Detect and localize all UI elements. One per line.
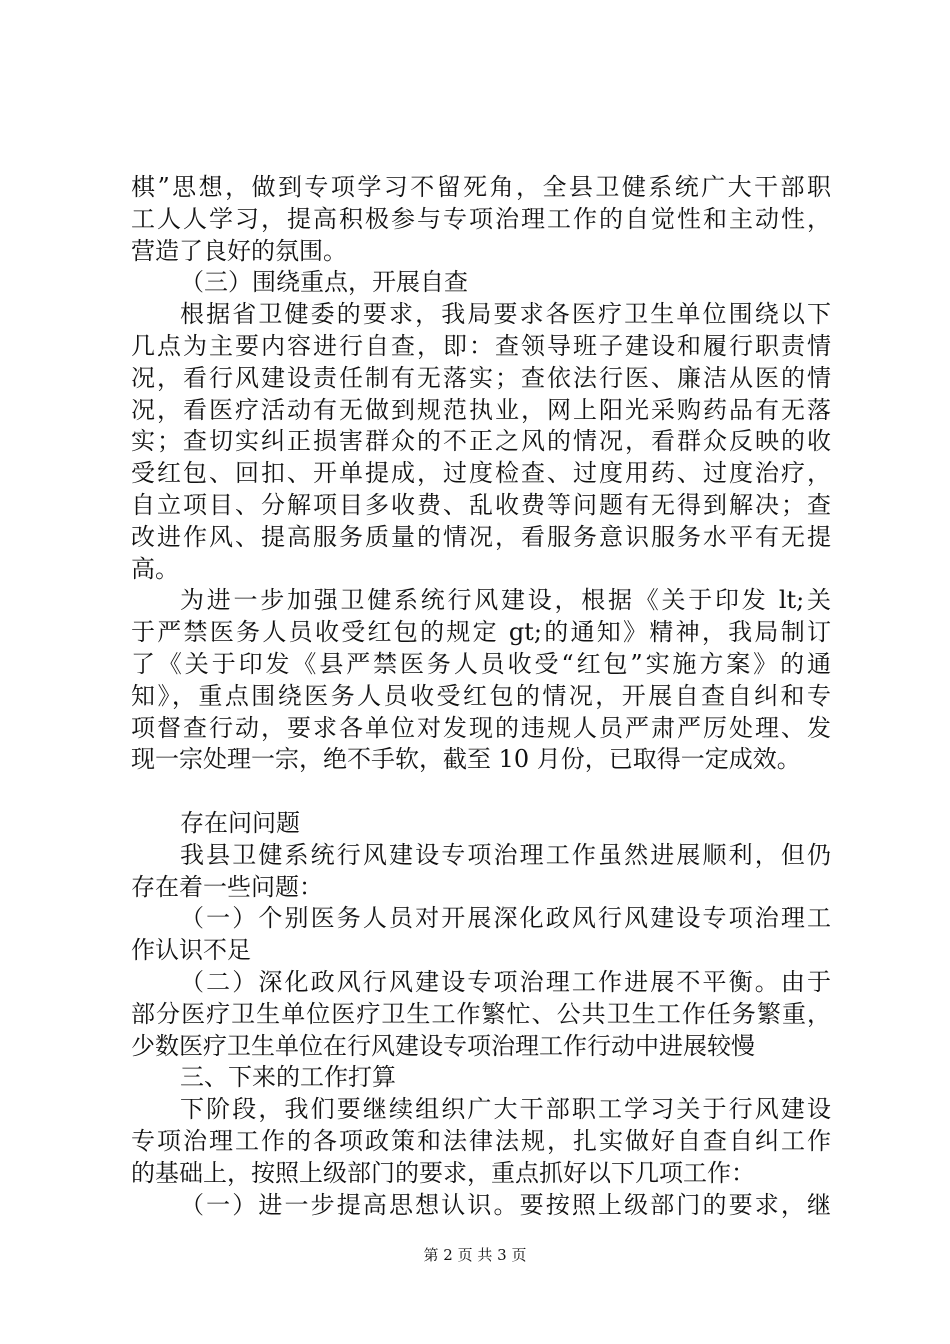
text-line: 棋”思想，做到专项学习不留死角，全县卫健系统广大干部职 <box>131 173 831 201</box>
text-line: 况，看行风建设责任制有无落实；查依法行医、廉洁从医的情 <box>131 363 831 392</box>
text-line: 为进一步加强卫健系统行风建设，根据《关于印发 lt;关 <box>180 586 831 615</box>
text-line: 几点为主要内容进行自查，即：查领导班子建设和履行职责情 <box>131 331 831 360</box>
text-line: 专项治理工作的各项政策和法律法规，扎实做好自查自纠工作 <box>131 1126 831 1155</box>
text-line: 高。 <box>131 554 179 583</box>
text-line: 知》，重点围绕医务人员收受红包的情况，开展自查自纠和专 <box>131 681 831 710</box>
text-line: 改进作风、提高服务质量的情况，看服务意识服务水平有无提 <box>131 522 831 551</box>
text-line: 的基础上，按照上级部门的要求，重点抓好以下几项工作： <box>131 1158 755 1187</box>
text-line: （三）围绕重点，开展自查 <box>180 268 468 297</box>
text-line: 现一宗处理一宗，绝不手软，截至 10 月份，已取得一定成效。 <box>131 745 801 774</box>
text-line: （一）个别医务人员对开展深化政风行风建设专项治理工 <box>180 904 831 933</box>
text-line: 下阶段，我们要继续组织广大干部职工学习关于行风建设 <box>180 1095 831 1124</box>
text-line: 于严禁医务人员收受红包的规定 gt;的通知》精神，我局制订 <box>131 618 831 647</box>
text-line: 三、下来的工作打算 <box>180 1063 396 1092</box>
text-line: 项督查行动，要求各单位对发现的违规人员严肃严厉处理、发 <box>131 713 831 742</box>
text-line: 存在着一些问题： <box>131 872 323 901</box>
blank-line <box>131 776 831 808</box>
text-line: 根据省卫健委的要求，我局要求各医疗卫生单位围绕以下 <box>180 300 831 329</box>
text-line: 作认识不足 <box>131 936 251 965</box>
text-line: 自立项目、分解项目多收费、乱收费等问题有无得到解决；查 <box>131 490 831 519</box>
text-line: （一）进一步提高思想认识。要按照上级部门的要求，继 <box>180 1190 831 1219</box>
text-line: 少数医疗卫生单位在行风建设专项治理工作行动中进展较慢 <box>131 1031 755 1060</box>
text-line: 工人人学习，提高积极参与专项治理工作的自觉性和主动性， <box>131 204 831 233</box>
text-line: 我县卫健系统行风建设专项治理工作虽然进展顺利，但仍 <box>180 840 831 869</box>
text-line: 部分医疗卫生单位医疗卫生工作繁忙、公共卫生工作任务繁重， <box>131 999 831 1028</box>
text-line: 了《关于印发《县严禁医务人员收受“红包”实施方案》的通 <box>131 649 831 678</box>
text-line: 存在问问题 <box>180 808 300 837</box>
page-footer: 第 2 页 共 3 页 <box>423 1246 527 1264</box>
document-body <box>131 172 831 1221</box>
text-line: （二）深化政风行风建设专项治理工作进展不平衡。由于 <box>180 967 831 996</box>
text-line: 受红包、回扣、开单提成，过度检查、过度用药、过度治疗， <box>131 459 831 488</box>
text-line: 况，看医疗活动有无做到规范执业，网上阳光采购药品有无落 <box>131 395 831 424</box>
text-line: 营造了良好的氛围。 <box>131 236 347 265</box>
text-line: 实；查切实纠正损害群众的不正之风的情况，看群众反映的收 <box>131 427 831 456</box>
